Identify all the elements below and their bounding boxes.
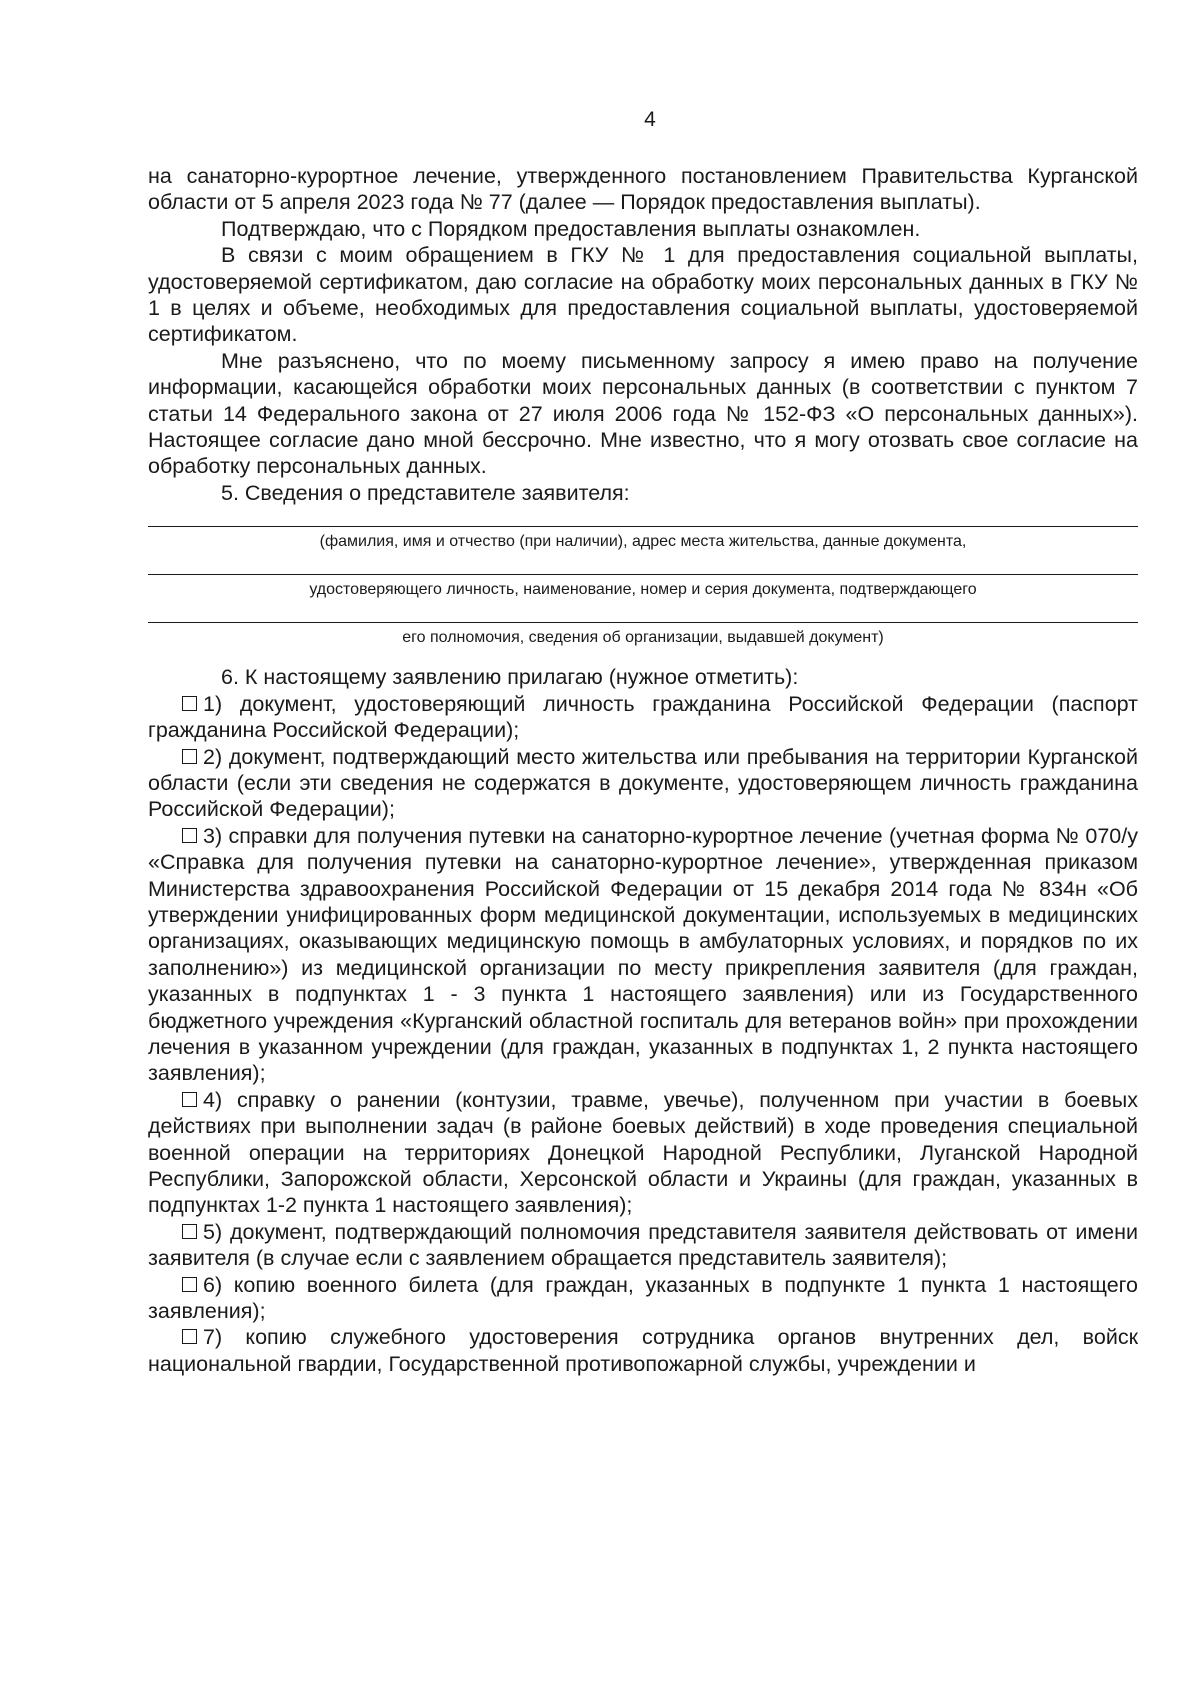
representative-line-1[interactable] [148,510,1138,527]
attachment-item [148,1324,1138,1377]
attachment-item [148,691,1138,744]
attachment-text: 1) документ, удостоверяющий личность гражданина Российской Федерации (паспорт гражданина Российской Федерации); [148,691,1138,743]
section-6-title: 6. К настоящему заявлению прилагаю (нужное отметить): [221,665,799,690]
representative-fields [148,510,1138,648]
checkbox[interactable] [182,696,197,711]
paragraph-consent: В связи с моим обращением в ГКУ № 1 для предоставления социальной выплаты, удостоверяемой сертификатом, даю согласие на обработку моих персональных данных в ГКУ № 1 в целях и объеме, необходимых для предоставления социальной выплаты, удостоверяемой сертификатом. [148,243,1138,347]
attachment-text: 7) копию служебного удостоверения сотрудника органов внутренних дел, войск национальной гвардии, Государственной противопожарной службы, учреждении и [148,1325,1138,1376]
attachment-text: 5) документ, подтверждающий полномочия представителя заявителя действовать от имени заявителя (в случае если с заявлением обращается представитель заявителя); [148,1219,1138,1271]
paragraph-acknowledgement: Подтверждаю, что с Порядком предоставления выплаты ознакомлен. [221,216,921,241]
representative-caption-1: (фамилия, имя и отчество (при наличии), адрес места жительства, данные документа, [319,533,967,551]
section-5-title: 5. Сведения о представителе заявителя: [221,480,630,505]
checkbox[interactable] [182,1092,197,1107]
checkbox[interactable] [182,1277,197,1292]
attachment-item [148,823,1138,1087]
attachment-text: 4) справку о ранении (контузии, травме, увечье), полученном при участии в боевых действиях при выполнении задач (в районе боевых действий) в ходе проведения специальной военной операции на территориях Донецкой Народной Республики, Луганской Народной Республики, Запорожской области, Херсонской области и Украины (для граждан, указанных в подпунктах 1-2 пункта 1 настоящего заявления); [148,1087,1138,1218]
checkbox[interactable] [182,1329,197,1344]
attachment-text: 3) справки для получения путевки на санаторно-курортное лечение (учетная форма № 070/у «Справка для получения путевки на санаторно-курортное лечение», утвержденная приказом Министерства здравоохранения Российской Федерации от 15 декабря 2014 года № 834н «Об утверждении унифицированных форм медицинской документации, используемых в медицинских организациях, оказывающих медицинскую помощь в амбулаторных условиях, и порядков по их заполнению») из медицинской организации по месту прикрепления заявителя (для граждан, указанных в подпунктах 1 - 3 пункта 1 настоящего заявления) или из Государственного бюджетного учреждения «Курганский областной госпиталь для ветеранов войн» при прохождении лечения в указанном учреждении (для граждан, указанных в подпунктах 1, 2 пункта настоящего заявления); [148,823,1138,1086]
document-body [148,163,1138,1377]
representative-caption-3: его полномочия, сведения об организации, выдавшей документ) [402,629,884,647]
attachment-item [148,744,1138,823]
attachment-item [148,1219,1138,1272]
attachment-text: 6) копию военного билета (для граждан, указанных в подпункте 1 пункта 1 настоящего заявления); [148,1272,1138,1324]
checkbox[interactable] [182,1224,197,1239]
attachment-text: 2) документ, подтверждающий место жительства или пребывания на территории Курганской области (если эти сведения не содержатся в документе, удостоверяющем личность гражданина Российской Федерации); [148,744,1138,822]
paragraph-explanation: Мне разъяснено, что по моему письменному запросу я имею право на получение информации, касающейся обработки моих персональных данных (в соответствии с пунктом 7 статьи 14 Федерального закона от 27 июля 2006 года № 152-ФЗ «О персональных данных»). Настоящее согласие дано мной бессрочно. Мне известно, что я могу отозвать свое согласие на обработку персональных данных. [148,348,1138,479]
paragraph-continuation: на санаторно-курортное лечение, утвержденного постановлением Правительства Курганской области от 5 апреля 2023 года № 77 (далее — Порядок предоставления выплаты). [148,164,1138,215]
checkbox[interactable] [182,828,197,843]
representative-line-3[interactable] [148,606,1138,623]
representative-caption-2: удостоверяющего личность, наименование, номер и серия документа, подтверждающего [309,581,977,599]
page-number: 4 [644,108,656,131]
representative-line-2[interactable] [148,558,1138,575]
attachment-item [148,1272,1138,1325]
checkbox[interactable] [182,749,197,764]
attachment-item [148,1087,1138,1219]
